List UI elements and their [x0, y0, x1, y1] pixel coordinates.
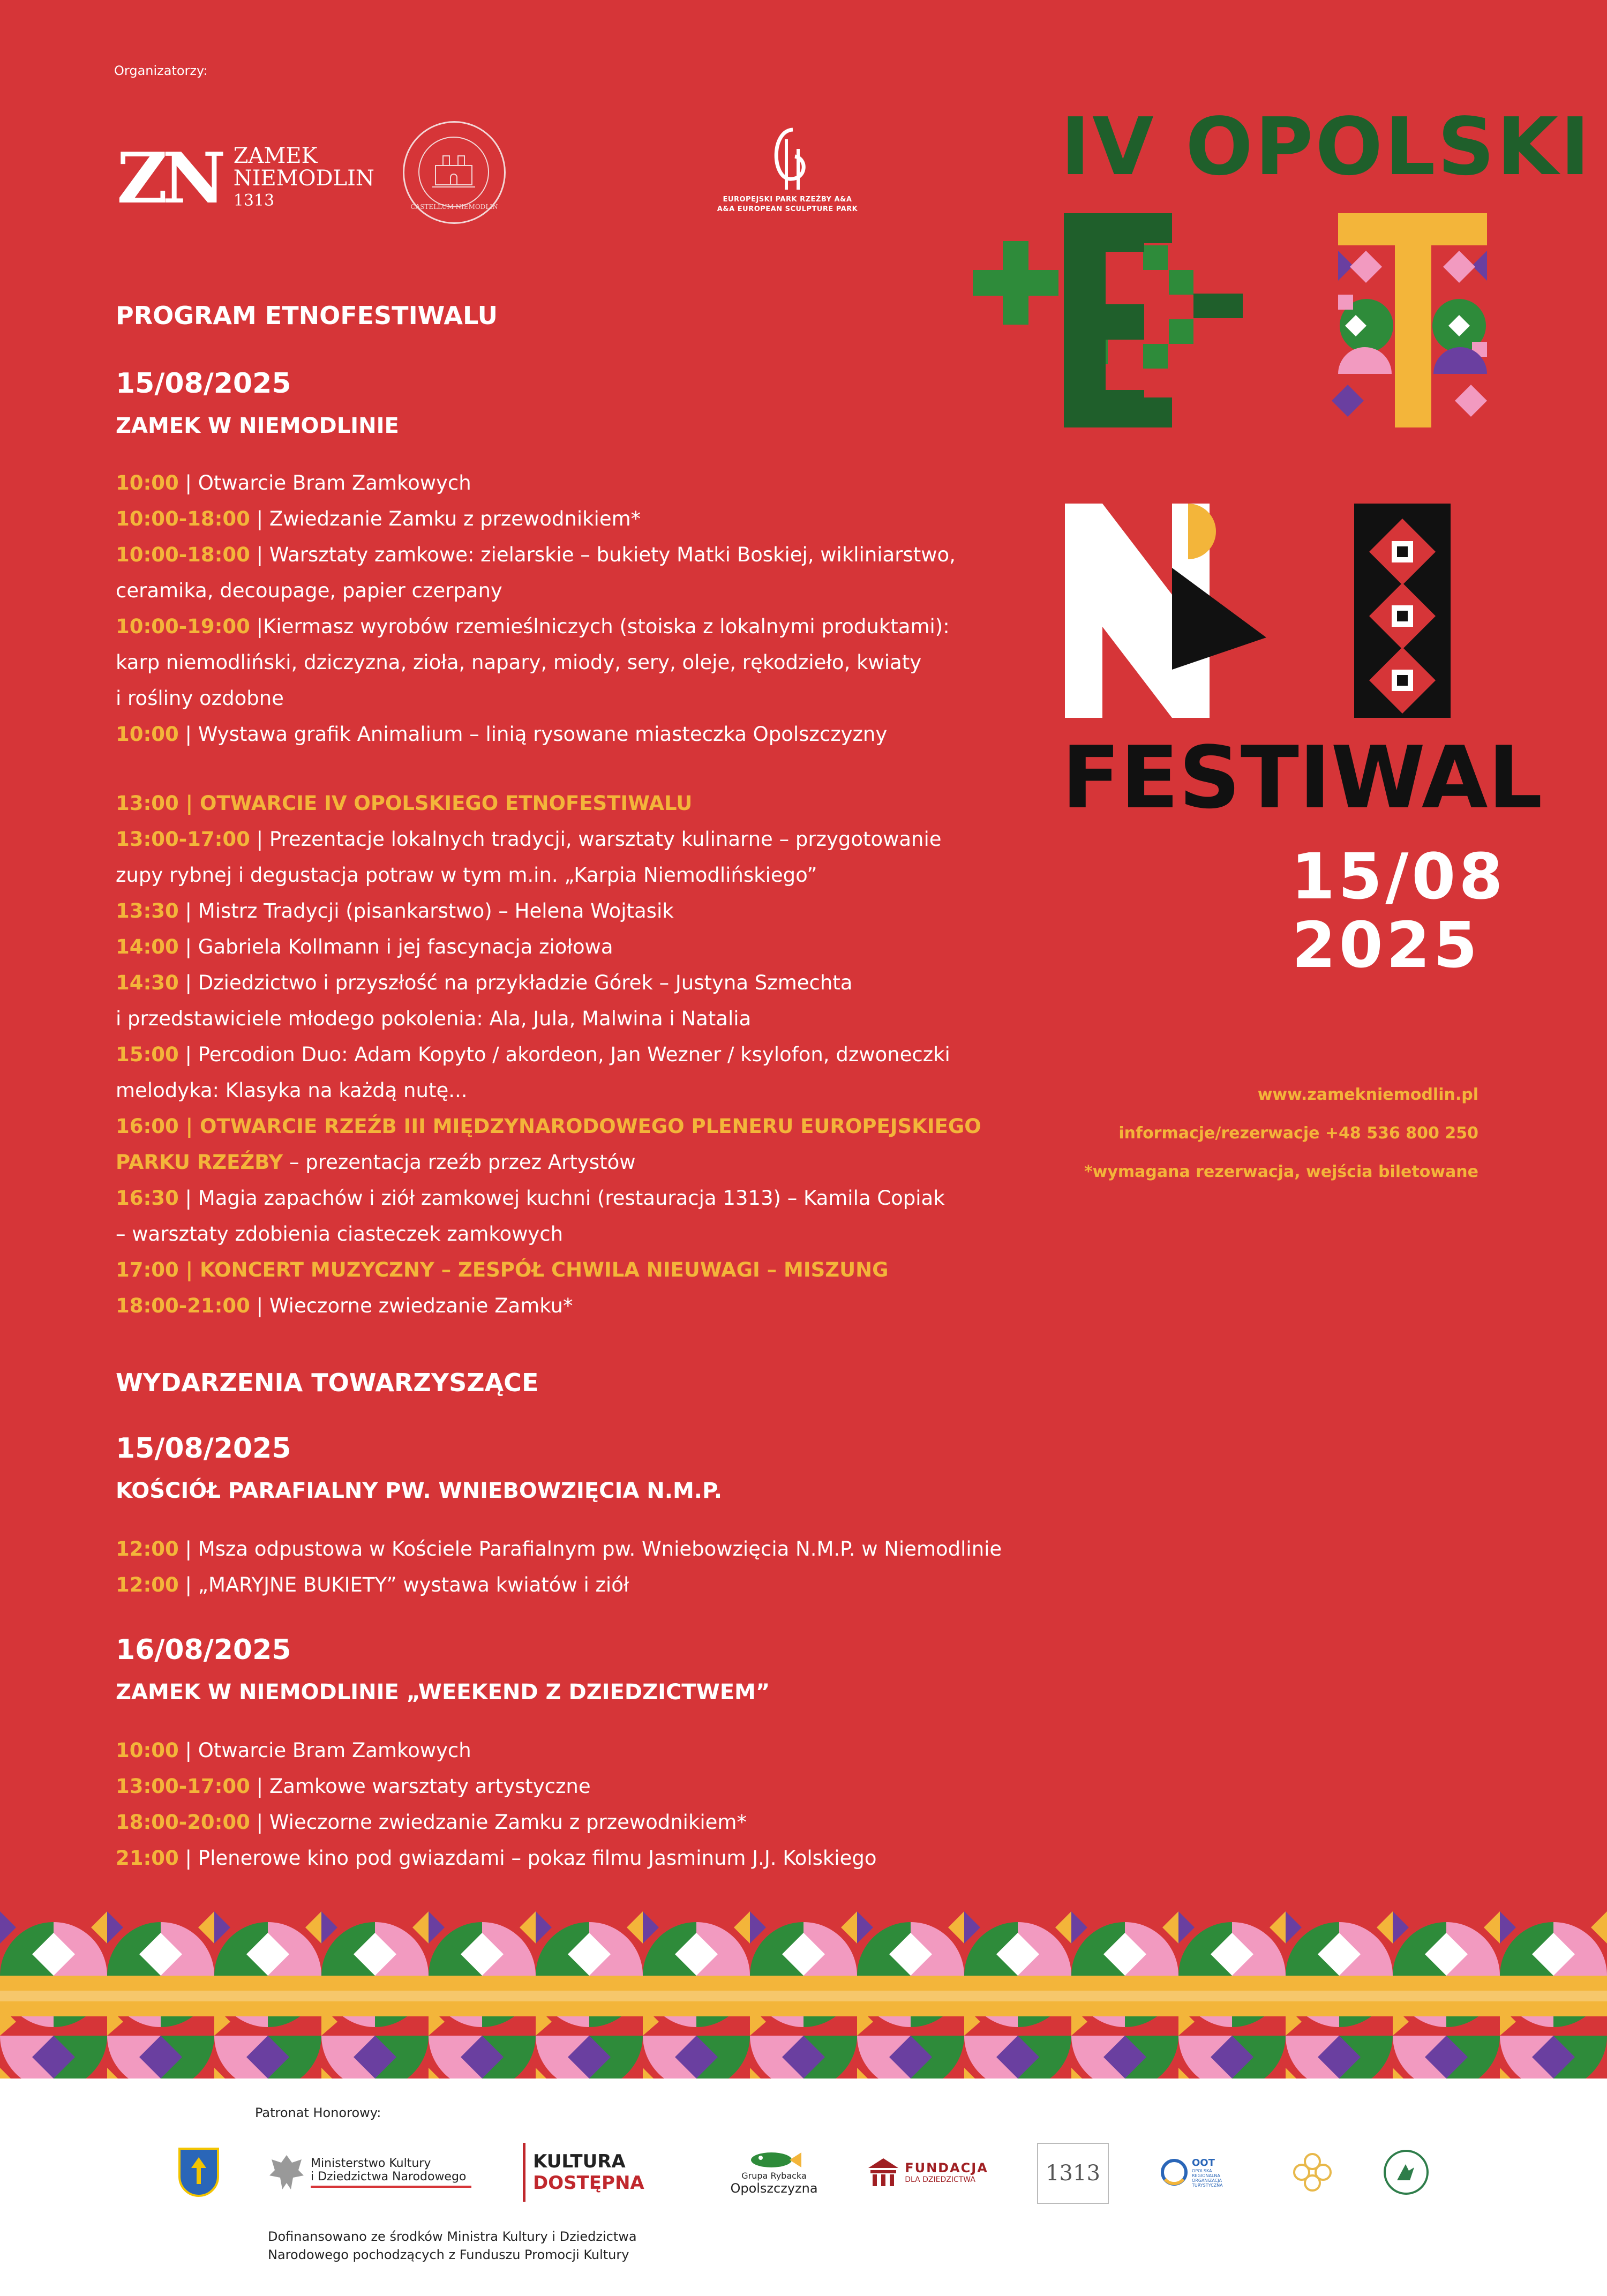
program-text: melodyka: Klasyka na każdą nutę... — [116, 1079, 468, 1102]
program-row — [116, 1037, 1058, 1072]
program-row — [116, 1531, 1058, 1567]
program-time: 10:00 — [116, 471, 179, 494]
program-row — [116, 501, 1058, 537]
program-text: | Warsztaty zamkowe: zielarskie – bukiety Matki Boskiej, wikliniarstwo, — [250, 543, 956, 566]
oot-name: OOT — [1192, 2157, 1215, 2169]
program-text: | OTWARCIE IV OPOLSKIEGO ETNOFESTIWALU — [178, 792, 693, 815]
program-row — [116, 1768, 1058, 1804]
program-text: | Msza odpustowa w Kościele Parafialnym pw. Wniebowzięcia N.M.P. w Niemodlinie — [178, 1537, 1002, 1560]
program-list — [116, 465, 1058, 1324]
program-time: 18:00-21:00 — [116, 1294, 250, 1317]
program-row — [116, 785, 1058, 821]
program-text: | Magia zapachów i ziół zamkowej kuchni (restauracja 1313) – Kamila Copiak — [178, 1187, 945, 1210]
program-time: 15:00 — [116, 1043, 179, 1066]
program-text: |Kiermasz wyrobów rzemieślniczych (stoiska z lokalnymi produktami): — [250, 615, 950, 638]
program-title: PROGRAM ETNOFESTIWALU — [116, 301, 498, 330]
grupa-rybacka-line1: Grupa Rybacka — [741, 2170, 807, 2181]
restaurant-1313-logo[interactable] — [1037, 2143, 1109, 2204]
program-text: | Percodion Duo: Adam Kopyto / akordeon, Jan Wezner / ksylofon, dzwoneczki — [178, 1043, 950, 1066]
program-row — [116, 716, 1058, 752]
program-row — [116, 1804, 1058, 1840]
folk-n-letter-icon — [1065, 504, 1266, 718]
fundacja-dla-dziedzictwa-logo[interactable] — [860, 2143, 994, 2202]
program-time: 10:00-18:00 — [116, 507, 250, 530]
program-row — [116, 1180, 1058, 1216]
program-text: | Zamkowe warsztaty artystyczne — [250, 1775, 591, 1798]
eagle-emblem-icon — [268, 2151, 305, 2194]
program-time: 13:00-17:00 — [116, 828, 250, 851]
park-round-logo[interactable] — [1377, 2143, 1436, 2202]
program-text: | Wieczorne zwiedzanie Zamku z przewodnikiem* — [250, 1811, 747, 1834]
program-row — [116, 821, 1058, 857]
program-text: | Otwarcie Bram Zamkowych — [178, 471, 471, 494]
fundacja-word: FUNDACJA — [905, 2160, 988, 2175]
flower-emblem-logo[interactable] — [1286, 2143, 1339, 2202]
side-events-day1-list — [116, 1531, 1058, 1603]
ministry-name-line1: Ministerstwo Kultury — [311, 2157, 431, 2170]
program-time: 10:00 — [116, 723, 179, 746]
program-row — [116, 1001, 1058, 1037]
sculpture-park-icon — [755, 123, 820, 193]
zn-logo-year: 1313 — [233, 191, 275, 210]
sculpture-park-logo[interactable] — [696, 123, 878, 214]
festival-title-line1: IV OPOLSKI — [1061, 101, 1592, 193]
program-row — [116, 609, 1058, 644]
kultura-word: KULTURA — [533, 2151, 626, 2172]
folk-t-letter-icon — [1332, 213, 1487, 427]
program-row — [116, 1732, 1058, 1768]
program-text: zupy rybnej i degustacja potraw w tym m.in. „Karpia Niemodlińskiego” — [116, 864, 817, 887]
oot-sub: OPOLSKA REGIONALNA ORGANIZACJA TURYSTYCZNA — [1192, 2168, 1223, 2188]
side-events-day2-date: 16/08/2025 — [116, 1634, 291, 1666]
program-time: 18:00-20:00 — [116, 1811, 250, 1834]
opole-coat-of-arms-logo[interactable] — [175, 2143, 223, 2202]
seal-inner-ring — [418, 137, 489, 207]
program-time: 12:00 — [116, 1573, 179, 1596]
reservation-note: *wymagana rezerwacja, wejścia biletowane — [1084, 1162, 1478, 1181]
etno-e-t-graphic — [973, 213, 1508, 438]
program-time: 10:00-18:00 — [116, 543, 250, 566]
side-events-day1-venue: KOŚCIÓŁ PARAFIALNY PW. WNIEBOWZIĘCIA N.M.P. — [116, 1479, 723, 1503]
sculpture-park-name-pl: EUROPEJSKI PARK RZEŹBY A&A — [723, 196, 852, 204]
program-time: 16:00 — [116, 1115, 179, 1138]
program-time: 13:00-17:00 — [116, 1775, 250, 1798]
program-row — [116, 857, 1058, 893]
seal-caption: CASTELLUM NIEMODLIN — [410, 203, 498, 211]
park-emblem-icon — [1382, 2148, 1430, 2196]
program-row — [116, 1840, 1058, 1876]
program-time: 21:00 — [116, 1847, 179, 1870]
zn-logo-line2: NIEMODLIN — [233, 166, 374, 191]
ministry-logo[interactable] — [268, 2143, 493, 2202]
program-row — [116, 1108, 1058, 1144]
program-row — [116, 1567, 1058, 1603]
program-text: i przedstawiciele młodego pokolenia: Ala, Jula, Malwina i Natalia — [116, 1007, 752, 1030]
program-text: karp niemodliński, dziczyzna, zioła, napary, miody, sery, oleje, rękodzieło, kwiaty — [116, 651, 922, 674]
sculpture-park-name-en: A&A EUROPEAN SCULPTURE PARK — [717, 205, 858, 213]
program-row — [116, 1072, 1058, 1108]
fish-icon — [745, 2149, 803, 2171]
zamek-niemodlin-logo[interactable] — [117, 137, 374, 219]
program-text: i rośliny ozdobne — [116, 687, 284, 710]
festival-word: FESTIWAL — [1062, 727, 1543, 828]
side-events-title: WYDARZENIA TOWARZYSZĄCE — [116, 1368, 539, 1397]
program-text: | Mistrz Tradycji (pisankarstwo) – Helena Wojtasik — [178, 899, 674, 922]
funding-note — [268, 2227, 637, 2264]
program-time: 14:30 — [116, 971, 179, 994]
program-row — [116, 893, 1058, 929]
program-venue: ZAMEK W NIEMODLINIE — [116, 414, 399, 438]
program-text: – prezentacja rzeźb przez Artystów — [283, 1151, 636, 1174]
program-time: 13:00 — [116, 792, 179, 815]
website-link[interactable]: www.zamekniemodlin.pl — [1257, 1085, 1478, 1104]
program-row — [116, 465, 1058, 501]
side-events-day2-list — [116, 1732, 1058, 1876]
program-time: 17:00 — [116, 1258, 179, 1281]
program-text: | Wystawa grafik Animalium – linią rysowane miasteczka Opolszczyzny — [178, 723, 888, 746]
flower-icon — [1290, 2150, 1335, 2195]
dostepna-word: DOSTĘPNA — [533, 2172, 644, 2194]
program-row — [116, 1252, 1058, 1288]
funding-note-line1: Dofinansowano ze środków Ministra Kultury i Dziedzictwa — [268, 2229, 637, 2244]
contact-phone[interactable]: informacje/rezerwacje +48 536 800 250 — [1118, 1124, 1478, 1143]
folk-border-band — [0, 1911, 1607, 2079]
program-text: – warsztaty zdobienia ciasteczek zamkowych — [116, 1222, 564, 1245]
program-time: 12:00 — [116, 1537, 179, 1560]
side-events-day1-date: 15/08/2025 — [116, 1432, 291, 1465]
program-row — [116, 644, 1058, 680]
program-date: 15/08/2025 — [116, 367, 291, 400]
program-gap — [116, 752, 1058, 785]
oot-logo[interactable] — [1152, 2143, 1248, 2202]
program-text: | KONCERT MUZYCZNY – ZESPÓŁ CHWILA NIEUWAGI – MISZUNG — [178, 1258, 889, 1281]
program-time: 13:30 — [116, 899, 179, 922]
zn-logo-mark: ZN — [117, 137, 221, 219]
program-row — [116, 1216, 1058, 1252]
program-text: | Otwarcie Bram Zamkowych — [178, 1739, 471, 1762]
side-events-day2-venue: ZAMEK W NIEMODLINIE „WEEKEND Z DZIEDZICTWEM” — [116, 1680, 770, 1705]
program-row — [116, 680, 1058, 716]
dziedzictwa-word: DLA DZIEDZICTWA — [905, 2175, 975, 2184]
program-time: 10:00 — [116, 1739, 179, 1762]
program-highlight: PARKU RZEŹBY — [116, 1151, 283, 1174]
program-time: 14:00 — [116, 935, 179, 958]
program-text: ceramika, decoupage, papier czerpany — [116, 579, 502, 602]
kultura-dostepna-logo[interactable] — [523, 2143, 644, 2202]
castle-icon — [419, 138, 488, 206]
zn-logo-line1: ZAMEK — [233, 144, 318, 168]
program-row — [116, 1288, 1058, 1324]
funding-note-line2: Narodowego pochodzących z Funduszu Promocji Kultury — [268, 2247, 629, 2262]
oot-ring-icon — [1160, 2158, 1189, 2187]
castellum-seal-logo — [403, 121, 506, 224]
program-row — [116, 965, 1058, 1001]
folk-o-pattern-icon — [1354, 504, 1451, 718]
festival-date-day: 15/08 — [1291, 839, 1506, 913]
building-icon — [866, 2155, 900, 2189]
grupa-rybacka-line2: Opolszczyzna — [730, 2180, 818, 2196]
program-row — [116, 1144, 1058, 1180]
organizers-label: Organizatorzy: — [114, 63, 208, 78]
program-time: 10:00-19:00 — [116, 615, 250, 638]
program-text: | Prezentacje lokalnych tradycji, warsztaty kulinarne – przygotowanie — [250, 828, 942, 851]
ministry-name-line2: i Dziedzictwa Narodowego — [311, 2170, 467, 2184]
patronat-label: Patronat Honorowy: — [255, 2105, 381, 2120]
program-text: | Plenerowe kino pod gwiazdami – pokaz filmu Jasminum J.J. Kolskiego — [178, 1847, 877, 1870]
program-text: | Zwiedzanie Zamku z przewodnikiem* — [250, 507, 641, 530]
program-text: | „MARYJNE BUKIETY” wystawa kwiatów i ziół — [178, 1573, 629, 1596]
program-text: | OTWARCIE RZEŹB III MIĘDZYNARODOWEGO PLENERU EUROPEJSKIEGO — [178, 1115, 981, 1138]
logo-1313-text: 1313 — [1046, 2161, 1100, 2186]
program-row — [116, 573, 1058, 609]
coat-of-arms-icon — [177, 2147, 220, 2198]
festival-date-year: 2025 — [1291, 908, 1481, 982]
program-text: | Dziedzictwo i przyszłość na przykładzie Górek – Justyna Szmechta — [178, 971, 853, 994]
program-text: | Gabriela Kollmann i jej fascynacja ziołowa — [178, 935, 613, 958]
etno-n-o-graphic — [1065, 504, 1451, 718]
festival-date — [1291, 839, 1506, 982]
program-row — [116, 537, 1058, 573]
program-time: 16:30 — [116, 1187, 179, 1210]
program-text: | Wieczorne zwiedzanie Zamku* — [250, 1294, 573, 1317]
grupa-rybacka-logo[interactable] — [723, 2143, 825, 2202]
program-row — [116, 929, 1058, 965]
